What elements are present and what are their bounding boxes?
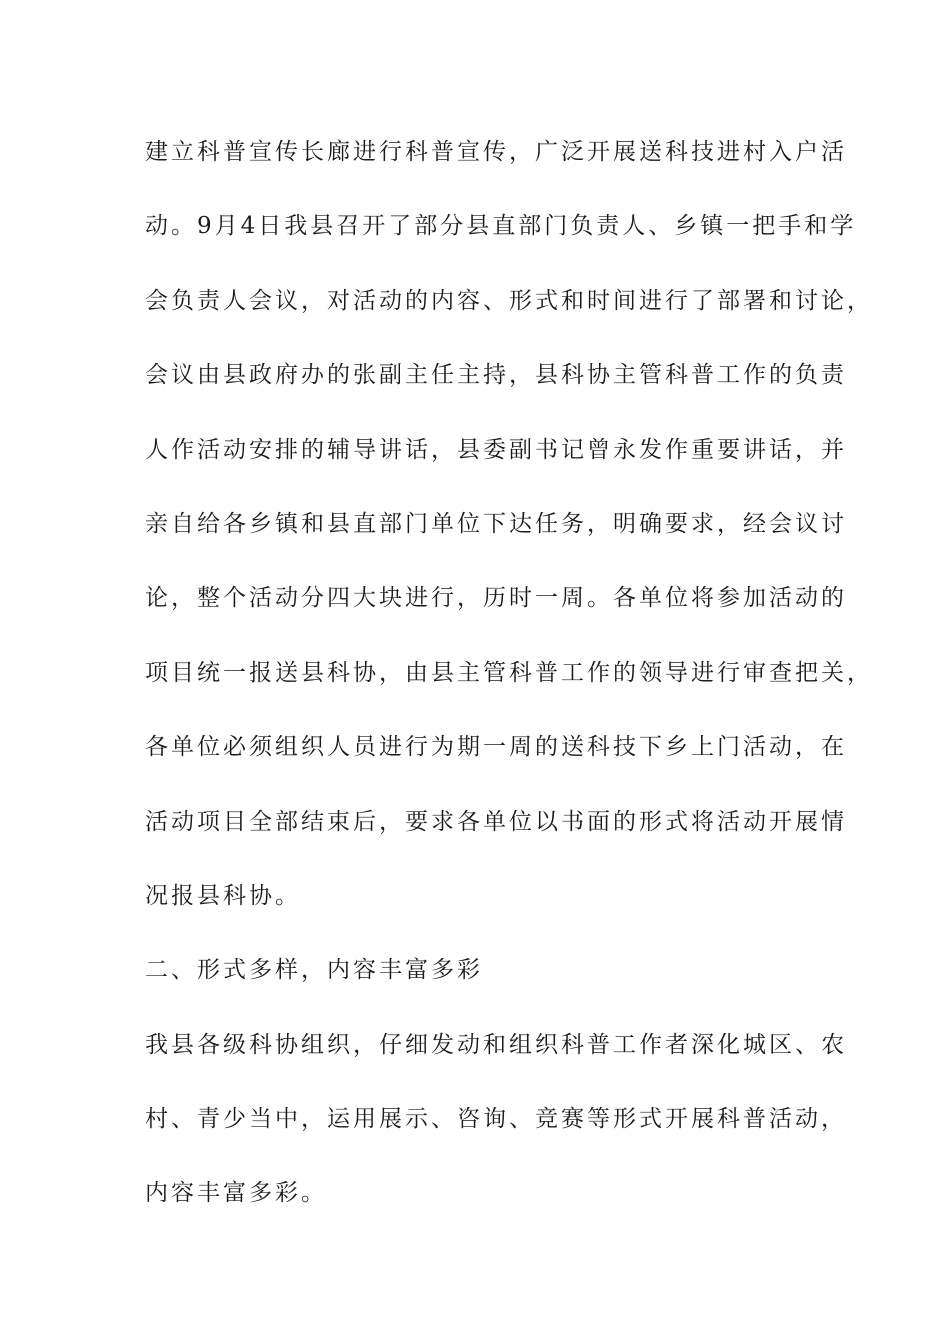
paragraph-line: 内容丰富多彩。 [145, 1180, 327, 1207]
paragraph-line: 人作活动安排的辅导讲话，县委副书记曾永发作重要讲话，并 [145, 436, 847, 463]
paragraph-line: 动。9月4日我县召开了部分县直部门负责人、乡镇一把手和学 [145, 213, 857, 240]
paragraph-line: 活动项目全部结束后，要求各单位以书面的形式将活动开展情 [145, 808, 847, 835]
paragraph-line: 我县各级科协组织，仔细发动和组织科普工作者深化城区、农 [145, 1031, 847, 1058]
paragraph-line: 况报县科协。 [145, 882, 301, 909]
document-body [145, 128, 873, 1217]
paragraph-line: 村、青少当中，运用展示、咨询、竞赛等形式开展科普活动， [145, 1106, 847, 1133]
paragraph-line: 各单位必须组织人员进行为期一周的送科技下乡上门活动，在 [145, 734, 847, 761]
paragraph-line: 会议由县政府办的张副主任主持，县科协主管科普工作的负责 [145, 362, 847, 389]
paragraph-line: 论，整个活动分四大块进行，历时一周。各单位将参加活动的 [145, 585, 847, 612]
paragraph-line: 项目统一报送县科协，由县主管科普工作的领导进行审查把关， [145, 659, 873, 686]
paragraph-line: 亲自给各乡镇和县直部门单位下达任务，明确要求，经会议讨 [145, 510, 847, 537]
paragraph-line: 建立科普宣传长廊进行科普宣传，广泛开展送科技进村入户活 [145, 139, 847, 165]
section-heading: 二、形式多样，内容丰富多彩 [145, 957, 483, 984]
paragraph-line: 会负责人会议，对活动的内容、形式和时间进行了部署和讨论， [145, 287, 873, 314]
